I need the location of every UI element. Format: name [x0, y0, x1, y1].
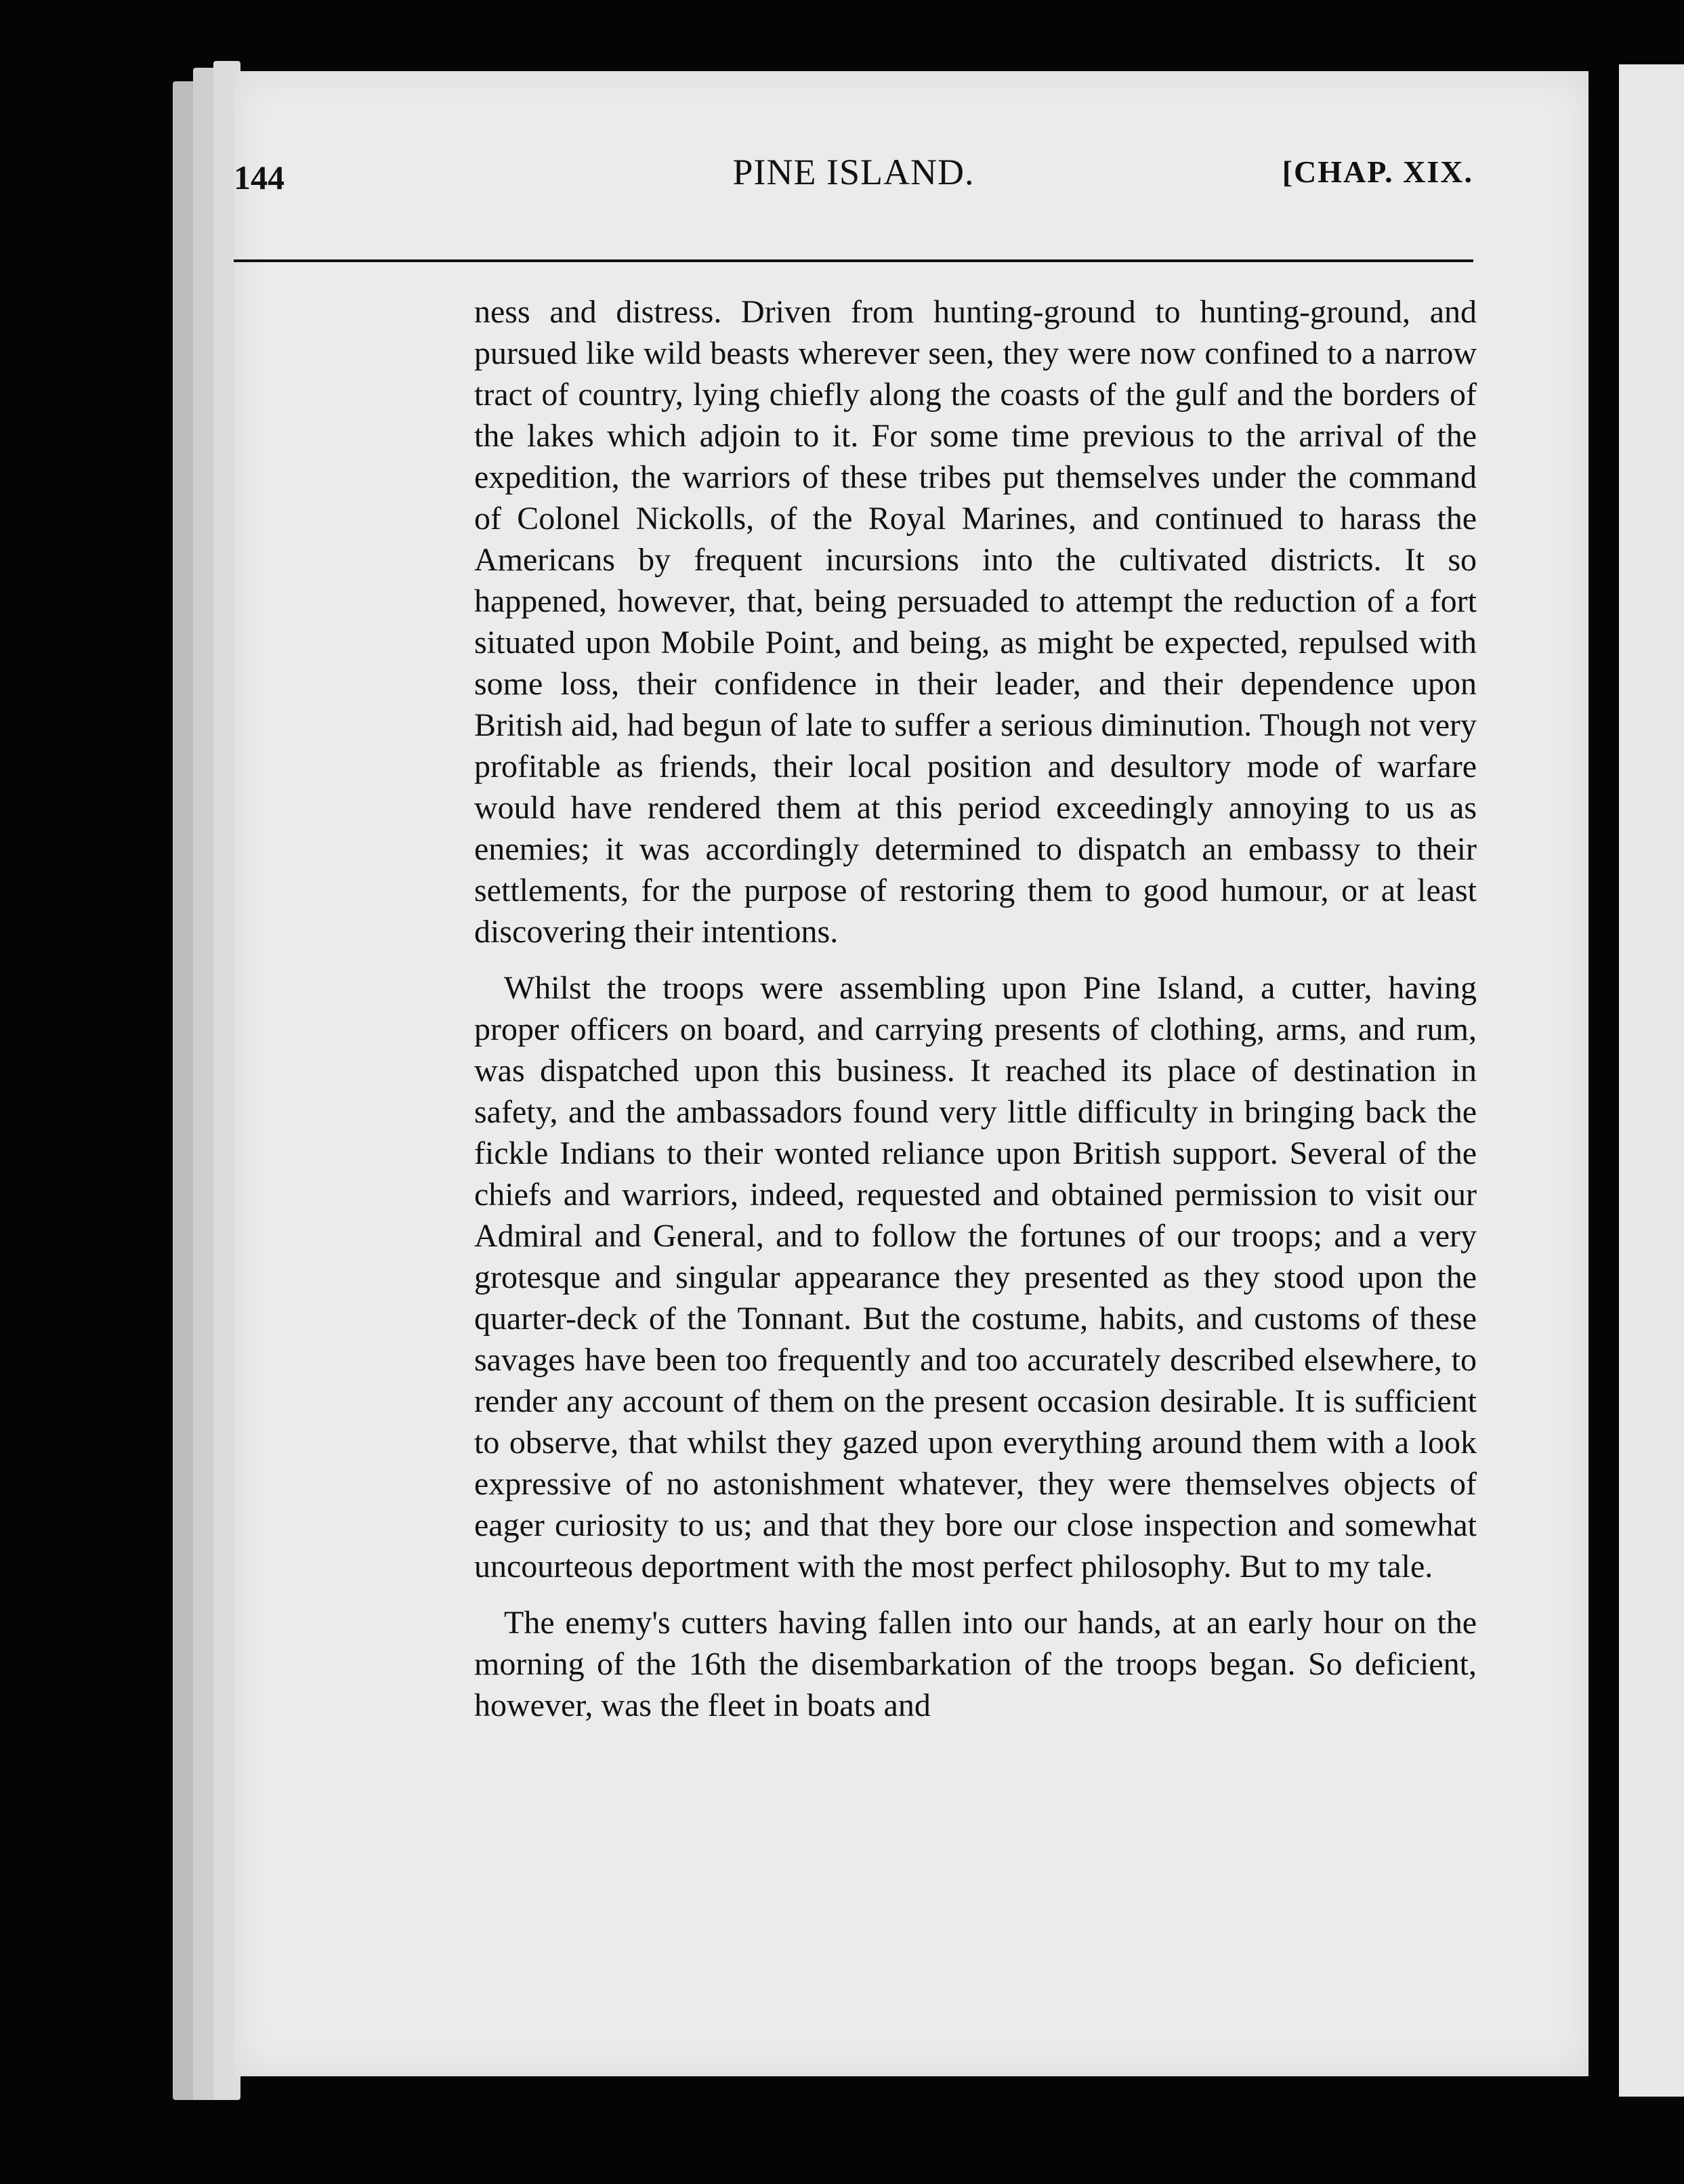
- paragraph: Whilst the troops were assembling upon Pine Island, a cutter, having proper officers on board, and carrying presents of clothing, arms, and rum, was dispatched upon this business. It reached its place of destination in safety, and the ambassadors found very little difficulty in bringing back the fickle Indians to their wonted reliance upon British support. Several of the chiefs and warriors, indeed, requested and obtained permission to visit our Admiral and General, and to follow the fortunes of our troops; and a very grotesque and singular appearance they presented as they stood upon the quarter-deck of the Tonnant. But the costume, habits, and customs of these savages have been too frequently and too accurately described elsewhere, to render any account of them on the present occasion desirable. It is sufficient to observe, that whilst they gazed upon everything around them with a look expressive of no astonishment whatever, they were themselves objects of eager curiosity to us; and that they bore our close inspection and somewhat uncourteous deportment with the most perfect philosophy. But to my tale.: [474, 970, 1477, 1584]
- chapter-marker: [CHAP. XIX.: [1282, 154, 1473, 189]
- header-rule: [234, 259, 1473, 262]
- paragraph: ness and distress. Driven from hunting-ground to hunting-ground, and pursued like wild beasts wherever seen, they were now confined to a narrow tract of country, lying chiefly along the coasts of the gulf and the borders of the lakes which adjoin to it. For some time previous to the arrival of the expedition, the warriors of these tribes put themselves under the command of Colonel Nickolls, of the Royal Marines, and continued to harass the Americans by frequent incursions into the cultivated districts. It so happened, however, that, being persuaded to attempt the reduction of a fort situated upon Mobile Point, and being, as might be expected, repulsed with some loss, their confidence in their leader, and their dependence upon British aid, had begun of late to suffer a serious diminution. Though not very profitable as friends, their local position and desultory mode of warfare would have rendered them at this period exceedingly annoying to us as enemies; it was accordingly determined to dispatch an embassy to their settlements, for the purpose of restoring them to good humour, or at least discovering their intentions.: [474, 294, 1477, 950]
- facing-page-edge: [1619, 64, 1684, 2097]
- body-text: [474, 291, 1477, 1741]
- running-title: PINE ISLAND.: [732, 152, 975, 192]
- page-header: [234, 146, 1473, 207]
- page-number: 144: [234, 159, 285, 196]
- paragraph: The enemy's cutters having fallen into our hands, at an early hour on the morning of the 16th the disembarkation of the troops began. So deficient, however, was the fleet in boats and: [474, 1605, 1477, 1723]
